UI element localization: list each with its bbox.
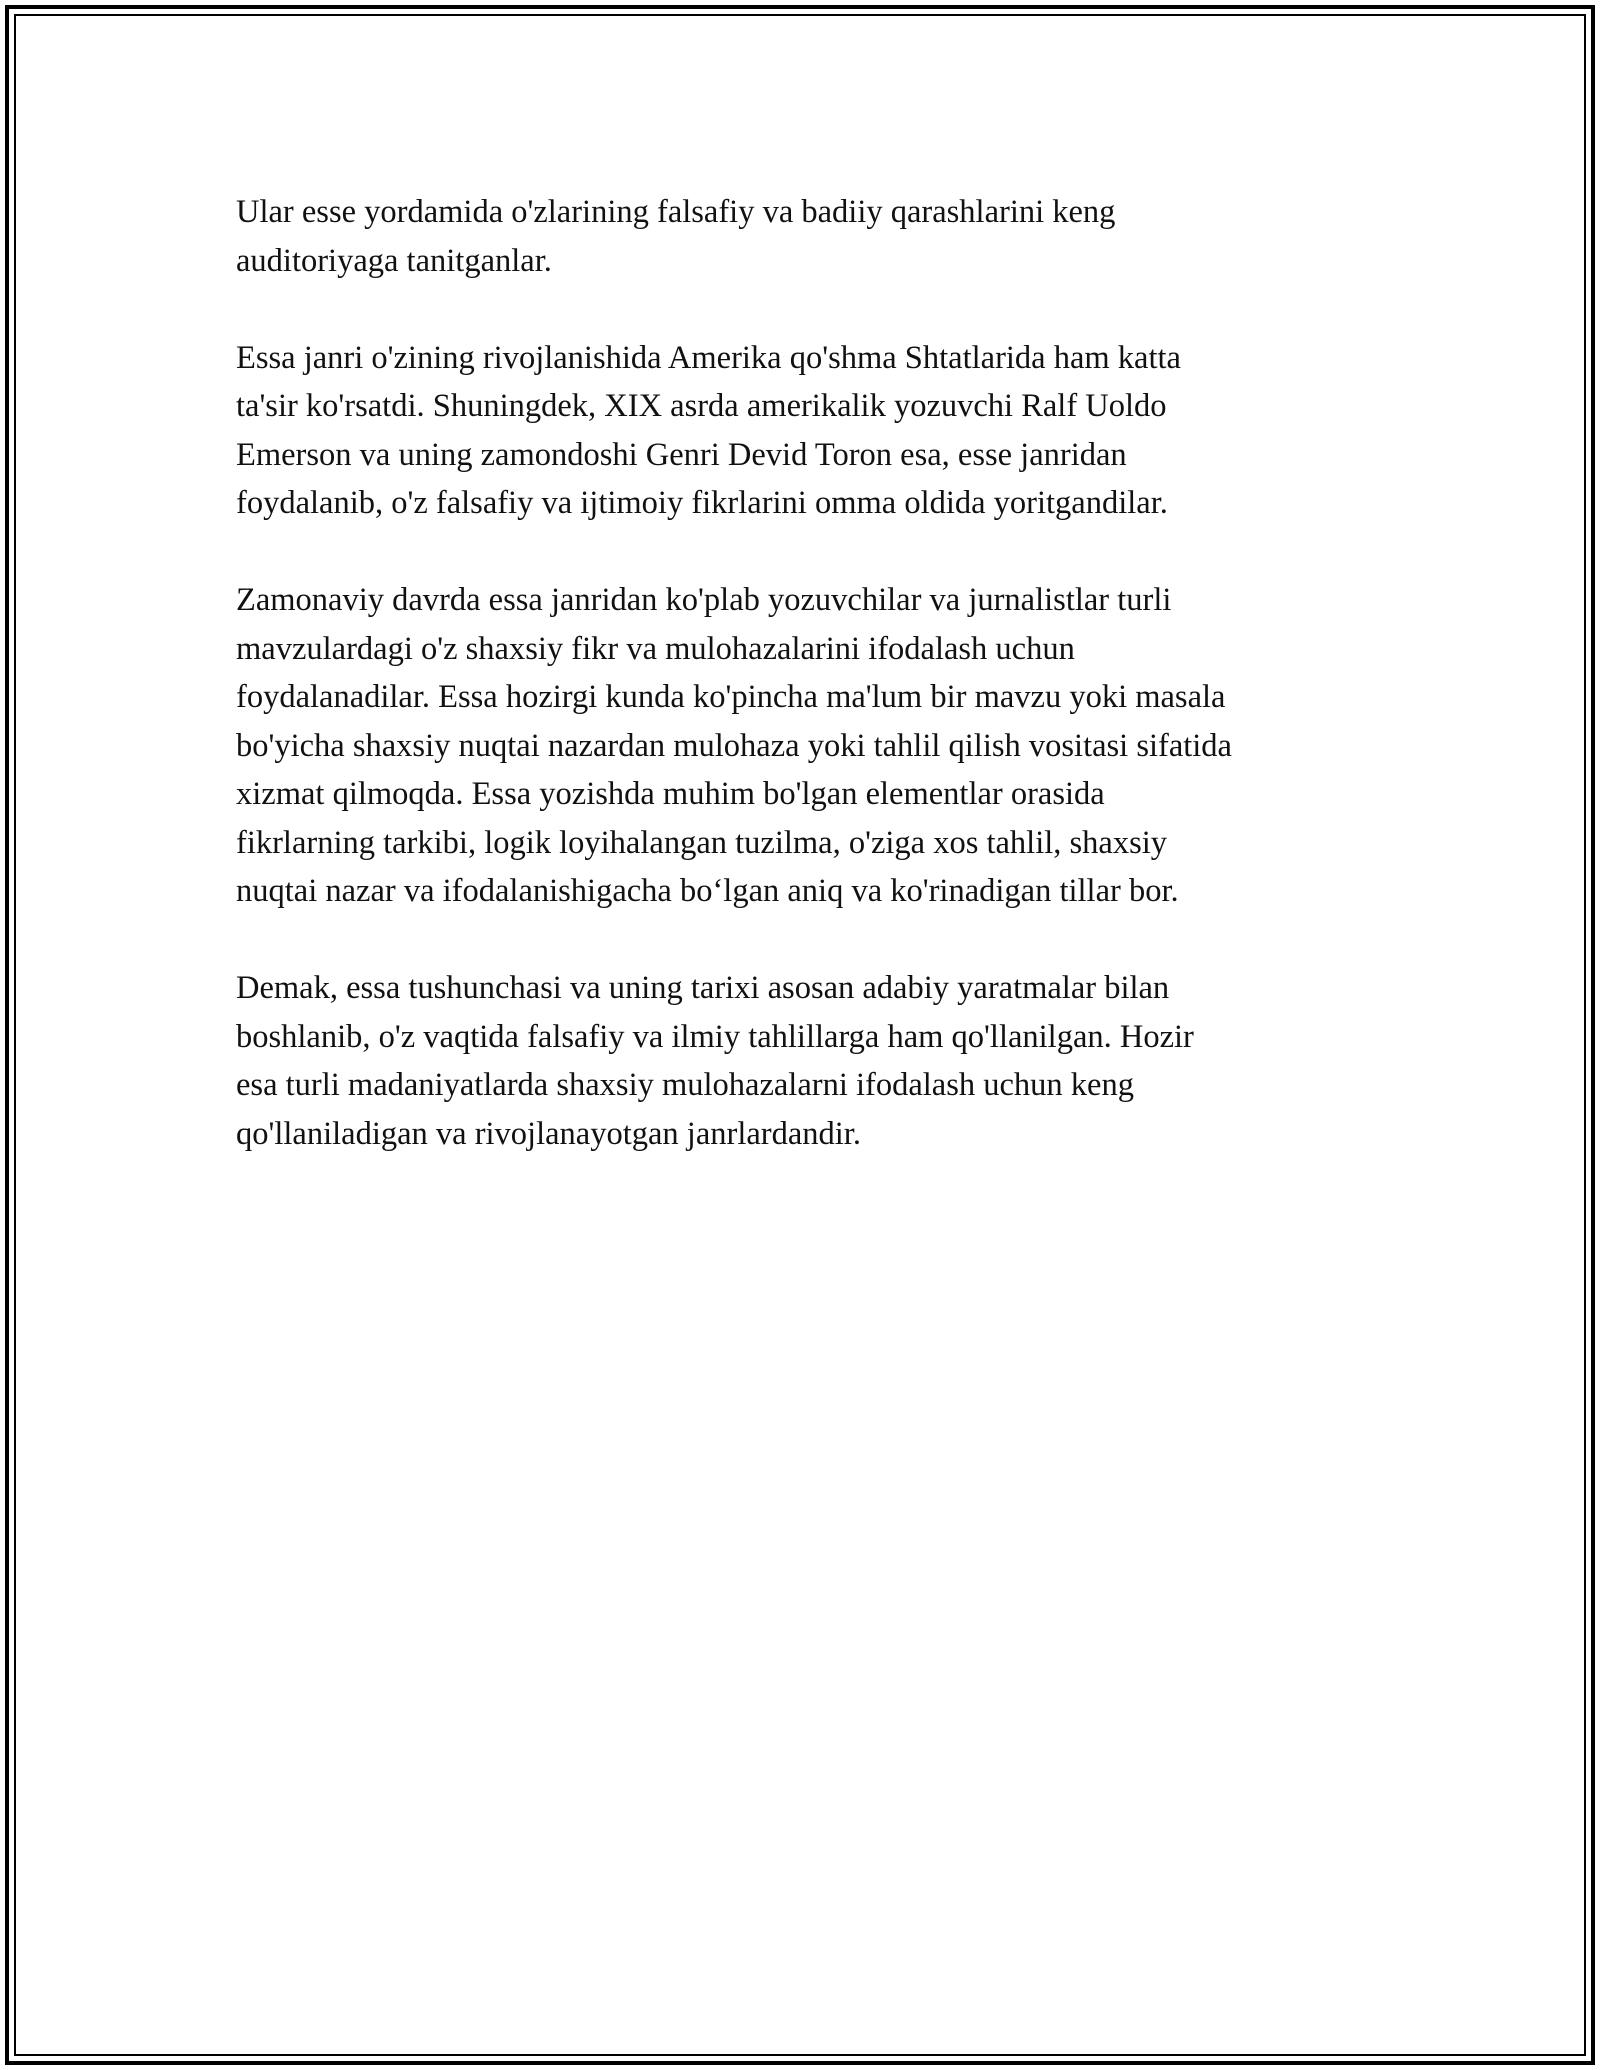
paragraph-line: foydalanadilar. Essa hozirgi kunda ko'pincha ma'lum bir mavzu yoki masala	[236, 679, 1226, 715]
paragraph-line: esa turli madaniyatlarda shaxsiy mulohazalarni ifodalash uchun keng	[236, 1067, 1134, 1103]
paragraph-line: xizmat qilmoqda. Essa yozishda muhim bo'lgan elementlar orasida	[236, 776, 1105, 812]
paragraph-line: mavzulardagi o'z shaxsiy fikr va mulohazalarini ifodalash uchun	[236, 630, 1075, 667]
paragraph-line: ta'sir ko'rsatdi. Shuningdek, XIX asrda amerikalik yozuvchi Ralf Uoldo	[236, 388, 1167, 424]
paragraph-line: auditoriyaga tanitganlar.	[236, 242, 552, 279]
paragraph-line: bo'yicha shaxsiy nuqtai nazardan mulohaza yoki tahlil qilish vositasi sifatida	[236, 727, 1232, 764]
paragraph-3	[236, 576, 1366, 916]
paragraph-line: foydalanib, o'z falsafiy va ijtimoiy fikrlarini omma oldida yoritgandilar.	[236, 485, 1168, 521]
document-body	[236, 188, 1366, 1207]
paragraph-line: Essa janri o'zining rivojlanishida Amerika qo'shma Shtatlarida ham katta	[236, 339, 1181, 376]
paragraph-2	[236, 334, 1366, 528]
paragraph-line: qo'llaniladigan va rivojlanayotgan janrlardandir.	[236, 1115, 861, 1152]
paragraph-line: Zamonaviy davrda essa janridan ko'plab yozuvchilar va jurnalistlar turli	[236, 582, 1172, 618]
paragraph-line: fikrlarning tarkibi, logik loyihalangan tuzilma, o'ziga xos tahlil, shaxsiy	[236, 824, 1168, 861]
paragraph-line: Ular esse yordamida o'zlarining falsafiy va badiiy qarashlarini keng	[236, 194, 1116, 230]
paragraph-line: Emerson va uning zamondoshi Genri Devid Toron esa, esse janridan	[236, 436, 1127, 473]
paragraph-line: nuqtai nazar va ifodalanishigacha bo‘lgan aniq va ko'rinadigan tillar bor.	[236, 873, 1179, 909]
paragraph-1	[236, 188, 1366, 285]
paragraph-4	[236, 964, 1366, 1158]
paragraph-line: Demak, essa tushunchasi va uning tarixi asosan adabiy yaratmalar bilan	[236, 970, 1170, 1006]
paragraph-line: boshlanib, o'z vaqtida falsafiy va ilmiy tahlillarga ham qo'llanilgan. Hozir	[236, 1018, 1194, 1055]
